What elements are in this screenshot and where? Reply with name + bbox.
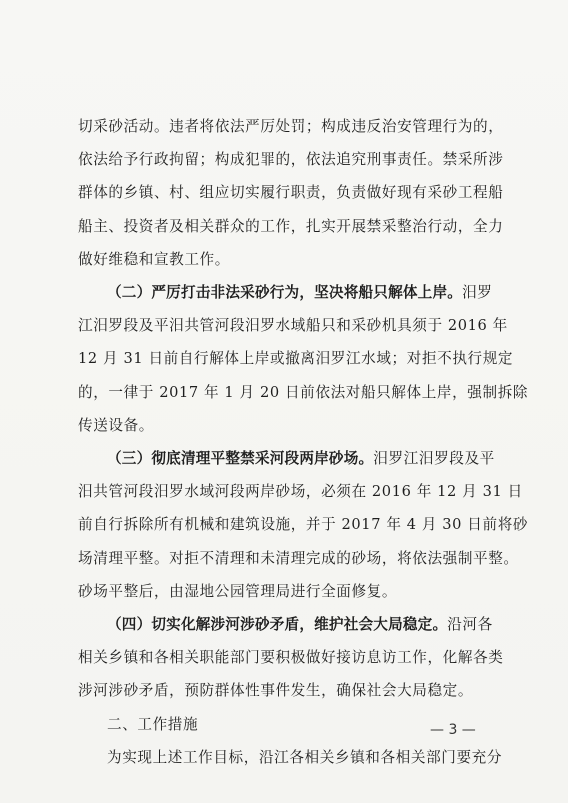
- text-line: 砂场平整后，由湿地公园管理局进行全面修复。: [78, 582, 398, 600]
- text-line: 12 月 31 日前自行解体上岸或撤离汨罗江水域；对拒不执行规定: [78, 350, 514, 368]
- text-line: 汨共管河段汨罗水域河段两岸砂场，必须在 2016 年 12 月 31 日: [78, 483, 523, 501]
- text-line: 传送设备。: [78, 416, 154, 434]
- paragraph-2-first-line: [78, 276, 498, 309]
- document-body: [78, 110, 529, 774]
- text-line: 前自行拆除所有机械和建筑设施，并于 2017 年 4 月 30 日前将砂: [78, 516, 529, 534]
- text-line: 为实现上述工作目标，沿江各相关乡镇和各相关部门要充分: [107, 748, 503, 766]
- text-line: 的，一律于 2017 年 1 月 20 日前依法对船只解体上岸，强制拆除: [78, 383, 529, 401]
- text-line: 切采砂活动。违者将依法严厉处罚；构成违反治安管理行为的，: [78, 118, 504, 135]
- paragraph-2-lead: 汨罗: [462, 284, 493, 302]
- text-line: 船主、投资者及相关群众的工作，扎实开展禁采整治行动，全力: [78, 217, 504, 235]
- text-line: 江汨罗段及平汨共管河段汨罗水域船只和采砂机具须于 2016 年: [78, 317, 508, 335]
- paragraph-4-first-line: [78, 608, 498, 641]
- paragraph-2-heading: （二）严厉打击非法采砂行为，坚决将船只解体上岸。: [107, 284, 463, 302]
- text-line: 群体的乡镇、村、组应切实履行职责，负责做好现有采砂工程船: [78, 184, 504, 202]
- text-line: 做好维稳和宣教工作。: [78, 250, 230, 268]
- paragraph-4-lead: 沿河各: [447, 616, 493, 634]
- text-line: 场清理平整。对拒不清理和未清理完成的砂场，将依法强制平整。: [78, 549, 519, 567]
- paragraph-3-lead: 汨罗江汨罗段及平: [373, 450, 495, 468]
- paragraph-3-heading: （三）彻底清理平整禁采河段两岸砂场。: [107, 450, 374, 468]
- text-line: 依法给予行政拘留；构成犯罪的，依法追究刑事责任。禁采所涉: [78, 151, 504, 169]
- page-number: — 3 —: [430, 722, 476, 738]
- paragraph-4-heading: （四）切实化解涉河涉砂矛盾，维护社会大局稳定。: [107, 616, 448, 634]
- paragraph-3-first-line: [78, 442, 498, 475]
- section-heading: 二、工作措施: [107, 715, 199, 733]
- text-line: 相关乡镇和各相关职能部门要积极做好接访息访工作，化解各类: [78, 649, 504, 667]
- text-line: 涉河涉砂矛盾，预防群体性事件发生，确保社会大局稳定。: [78, 682, 474, 700]
